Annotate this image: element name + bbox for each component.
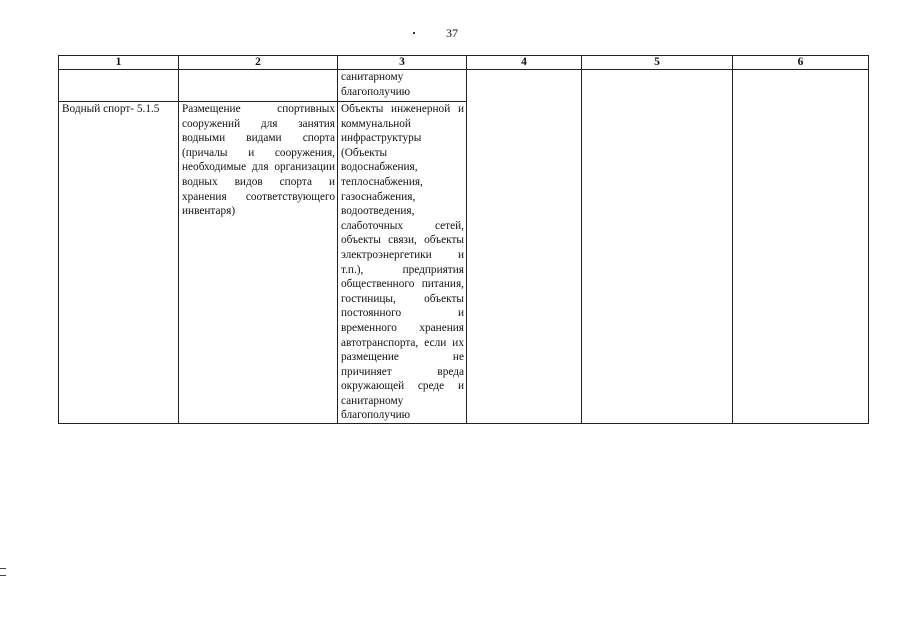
header-col-2: 2 [179, 56, 338, 70]
cont-cell-2 [179, 70, 338, 102]
scan-speck [413, 32, 415, 34]
cont-cell-3-text: санитарному благополучию [341, 71, 411, 98]
header-col-5: 5 [582, 56, 733, 70]
header-col-4: 4 [467, 56, 582, 70]
header-col-6: 6 [733, 56, 869, 70]
cell-col-5 [582, 70, 733, 424]
margin-mark [0, 568, 6, 576]
auxiliary-uses: Объекты инженерной и коммунальной инфраструктуры (Объекты водоснабжения, теплоснабжения, газоснабжения, водоотведения, слаботочных сетей, объекты связи, объекты электроэнергетики и т.п.), предприятия общественного питания, гостиницы, объекты постоянного и временного хранения автотранспорта, если их размещение не причиняет вреда окружающей среде и санитарному благополучию [341, 103, 464, 422]
cont-cell-3 [338, 70, 467, 102]
land-use-description: Размещение спортивных сооружений для занятия водными видами спорта (причалы и сооружения, необходимые для организации водных видов спорта и хранения соответствующего инвентаря) [182, 103, 335, 218]
header-row [59, 56, 869, 70]
cell-col-6 [733, 70, 869, 424]
land-use-name: Водный спорт- 5.1.5 [62, 103, 160, 115]
page-number: 37 [446, 26, 458, 40]
cont-cell-1 [59, 70, 179, 102]
continuation-row [59, 70, 869, 102]
land-use-name-cell [59, 102, 179, 424]
header-col-3: 3 [338, 56, 467, 70]
header-col-1: 1 [59, 56, 179, 70]
zoning-table [58, 55, 869, 424]
auxiliary-uses-cell [338, 102, 467, 424]
land-use-description-cell [179, 102, 338, 424]
cell-col-4 [467, 70, 582, 424]
